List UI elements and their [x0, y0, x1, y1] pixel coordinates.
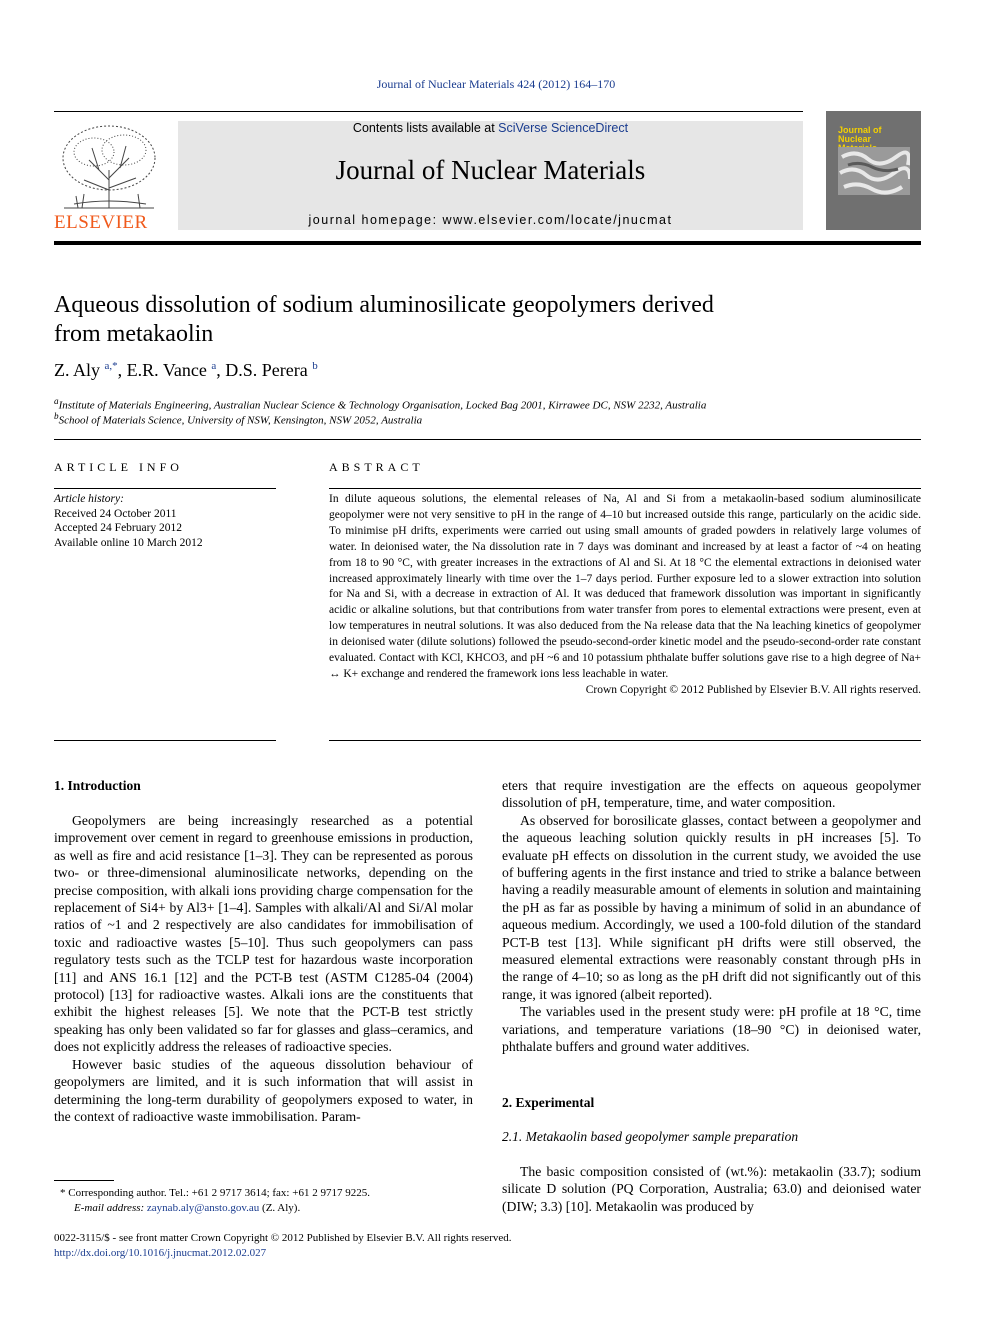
- author-marks[interactable]: b: [312, 360, 318, 372]
- title-line-2: from metakaolin: [54, 321, 214, 347]
- journal-homepage[interactable]: journal homepage: www.elsevier.com/locate/jnucmat: [308, 213, 673, 227]
- abstract-bottom-rule: [329, 740, 921, 741]
- corresponding-author-note: * Corresponding author. Tel.: +61 2 9717 3614; fax: +61 2 9717 9225.: [60, 1187, 370, 1199]
- email-suffix: (Z. Aly).: [259, 1201, 301, 1214]
- right-column-body: [502, 777, 921, 1056]
- article-info-label: ARTICLE INFO: [54, 460, 183, 474]
- section-heading-experimental: 2. Experimental: [502, 1095, 595, 1110]
- intro-paragraph-3: eters that require investigation are the effects on aqueous geopolymer dissolution of pH, temperature, time, and water composition.: [502, 778, 921, 811]
- paper-title: [54, 291, 854, 349]
- sciencedirect-link[interactable]: SciVerse ScienceDirect: [498, 121, 629, 135]
- abstract-copyright: Crown Copyright © 2012 Published by Elsevier B.V. All rights reserved.: [585, 683, 921, 696]
- history-label: Article history:: [54, 493, 124, 505]
- journal-reference[interactable]: Journal of Nuclear Materials 424 (2012) 164–170: [376, 77, 616, 91]
- experimental-body: [502, 1163, 921, 1215]
- author-marks[interactable]: a: [211, 360, 217, 372]
- title-rule: [54, 439, 921, 440]
- experimental-paragraph-1: The basic composition consisted of (wt.%): metakaolin (33.7); sodium silicate D solution (PQ Corporation, Australia; 63.0) and deionised water (DIW; 3.3) [10]. Metakaolin was produced by: [502, 1164, 921, 1214]
- abstract-body: [329, 492, 921, 699]
- affiliation-mark: a: [54, 396, 59, 406]
- affiliation: [54, 411, 422, 427]
- left-column-body: [54, 812, 473, 1125]
- journal-title: Journal of Nuclear Materials: [335, 155, 646, 185]
- header-rule: [54, 111, 803, 112]
- title-line-1: Aqueous dissolution of sodium aluminosilicate geopolymers derived: [54, 292, 714, 318]
- footnotes: [60, 1186, 480, 1215]
- received-date: Received 24 October 2011: [54, 507, 177, 520]
- footer: [54, 1231, 914, 1260]
- abstract-label: ABSTRACT: [329, 460, 424, 474]
- intro-paragraph-4: As observed for borosilicate glasses, contact between a geopolymer and the aqueous leaching solution quickly results in pH increases [5]. To evaluate pH effects on dissolution in the current study, we avoided the use of buffering agents in the first instance and tried to strike a balance between having a readily measurable amount of elements in solution and maintaining the pH as far as possible by having a minimum of solid in an abundance of aqueous medium. Accordingly, we used a 100-fold dilution of the standard PCT-B test [13]. While significant pH drifts were still observed, the measured elemental extractions were reasonably constant through pHs in the range of 4–10; so as long as the pH drift did not significantly out of this range, it was ignored (albeit reported).: [502, 812, 921, 1002]
- email-note: [60, 1201, 480, 1216]
- affiliation-text: Institute of Materials Engineering, Australian Nuclear Science & Technology Organisation, Locked Bag 2001, Kirrawee DC, NSW 2232, Australia: [58, 399, 707, 412]
- author-name: E.R. Vance: [126, 360, 207, 380]
- contents-prefix: Contents lists available at: [352, 121, 499, 135]
- affiliation-mark: b: [54, 411, 59, 421]
- subsection-heading: 2.1. Metakaolin based geopolymer sample preparation: [502, 1129, 799, 1144]
- intro-paragraph-2: However basic studies of the aqueous dissolution behaviour of geopolymers are limited, and it is such information that will assist in determining the long-term durability of geopolymers exposed to water, in the context of radioactive waste immobilisation. Param-: [54, 1056, 473, 1124]
- intro-paragraph-5: The variables used in the present study were: pH profile at 18 °C, time variations, and temperature variations (18–90 °C) in deionised water, phthalate buffers and ground water additives.: [502, 1004, 921, 1055]
- footnote-rule: [54, 1180, 114, 1181]
- header-thick-rule: [54, 241, 921, 245]
- issn-line: 0022-3115/$ - see front matter Crown Copyright © 2012 Published by Elsevier B.V. All rights reserved.: [54, 1232, 512, 1244]
- article-history: [54, 492, 276, 550]
- section-heading-introduction: 1. Introduction: [54, 778, 141, 793]
- abstract-rule: [329, 488, 921, 489]
- contents-line: [178, 121, 803, 135]
- author-marks[interactable]: a,*: [104, 360, 118, 372]
- email-label: E-mail address:: [74, 1201, 147, 1214]
- email-link[interactable]: zaynab.aly@ansto.gov.au: [146, 1201, 260, 1214]
- intro-paragraph-1: Geopolymers are being increasingly researched as a potential improvement over cement in regard to greenhouse emissions in production, as well as fire and acid resistance [1–3]. They can be represented as porous two- or three-dimensional aluminosilicate networks, depending on the precise composition, with alkali ions providing charge compensation for the replacement of Si4+ by Al3+ [1–4]. Samples with alkali/Al and Si/Al molar ratios of ~1 and 2 respectively are also candidates for immobilisation of toxic and radioactive wastes [5–10]. Thus such geopolymers can pass regulatory tests such as the TCLP test for hazardous waste incorporation [11] and ANS 16.1 [12] and the PCT-B test (ASTM C1285-04 (2004) protocol) [13] for radioactive wastes. Alkali ions are the constituents that exhibit the highest releases [5]. We note that the PCT-B test strictly speaking has only been validated so far for glasses and glass–ceramics, and does not explicitly address the releases of radioactive species.: [54, 813, 473, 1055]
- author-list: Z. Aly $^{a,*}$, E.R. Vance $^a$, D.S. Perera $^b$: [54, 360, 318, 380]
- online-date: Available online 10 March 2012: [54, 536, 203, 549]
- cover-title: Journal of Nuclear: [838, 125, 882, 144]
- elsevier-wordmark: ELSEVIER: [54, 212, 148, 233]
- abstract-paragraph: In dilute aqueous solutions, the elemental releases of Na, Al and Si from a metakaolin-based sodium aluminosilicate geopolymer were not very sensitive to pH in the range of 4–10 but increased outside this range, particularly on the acidic side. To minimise pH drifts, experiments were carried out using small amounts of graded powders in relatively large volumes of water. In deionised water, the Na dissolution rate in 7 days was dominant and increased by at least a factor of ~4 on heating from 18 to 90 °C, with greater increases in the extractions of Al and Si. At 18 °C the elemental extractions in deionised water increased approximately linearly with time over the 1–7 days period. Further exposure led to a slower extraction into solution for Na and Si, with a decrease in extraction of Al. It was deduced that framework dissolution was important in significantly acidic or alkaline solutions, but that contributions from water transfer from pores to elemental extractions were present, even at low temperatures in neutral solutions. It was also deduced from the Na release data that the Na leaching kinetics of geopolymer in deionised water (dilute solutions) followed the pseudo-second-order kinetic model and the pseudo-second-order rate constant evaluated. Contact with KCl, KHCO3, and pH ~6 and 10 potassium phthalate buffer solutions gave rise to a high degree of Na+ ↔ K+ exchange and rendered the framework ions less leachable in water.: [329, 493, 921, 680]
- affiliation-text: School of Materials Science, University of NSW, Kensington, NSW 2052, Australia: [58, 414, 423, 427]
- cover-image: [838, 147, 910, 195]
- article-info-bottom-rule: [54, 740, 276, 741]
- article-info-rule: [54, 488, 276, 489]
- accepted-date: Accepted 24 February 2012: [54, 522, 183, 534]
- author-name: Z. Aly: [54, 360, 101, 380]
- affiliation: [54, 396, 706, 412]
- author-name: D.S. Perera: [225, 360, 308, 380]
- doi-link[interactable]: http://dx.doi.org/10.1016/j.jnucmat.2012.02.027: [54, 1246, 267, 1259]
